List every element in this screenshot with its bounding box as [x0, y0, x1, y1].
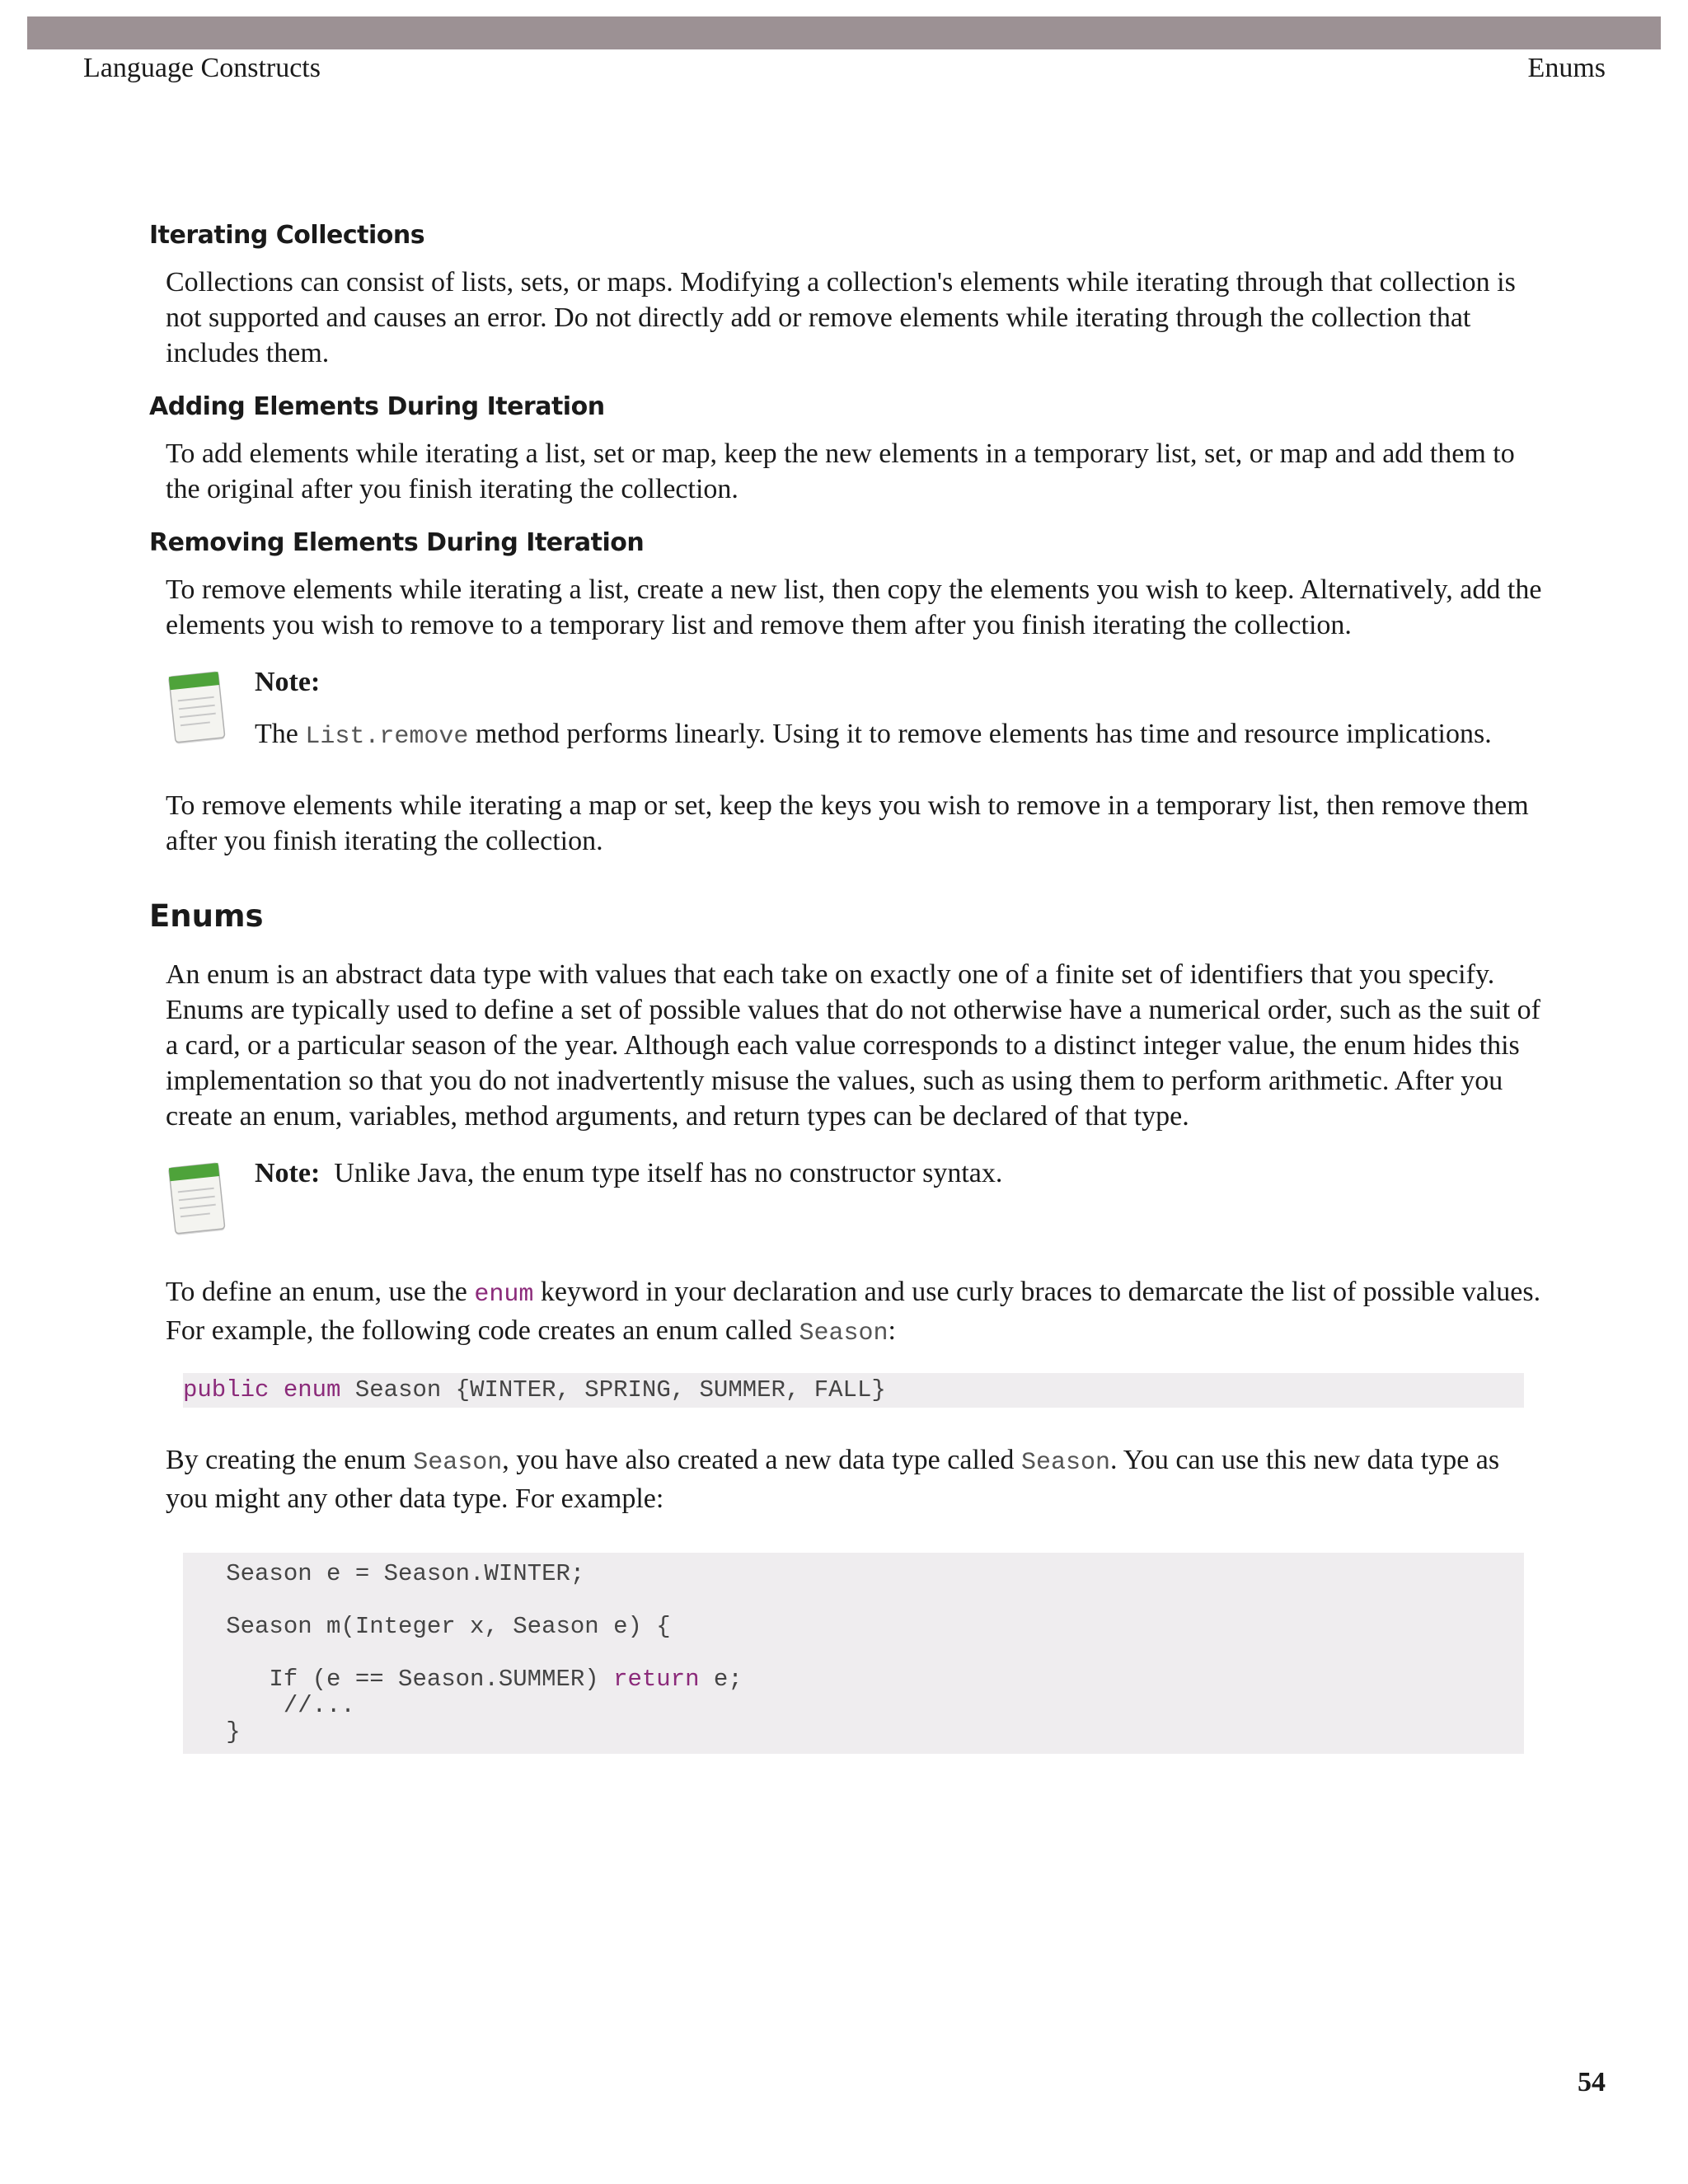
- text-segment: keyword in your declaration and use curly braces to demarcate the list of possible values. For example, the following code creates an enum called: [166, 1277, 1541, 1346]
- inline-code-season: Season: [413, 1449, 503, 1477]
- code-line: Season e = Season.WINTER;: [183, 1560, 585, 1587]
- note-text-post: method performs linearly. Using it to remove elements has time and resource implications.: [468, 719, 1492, 749]
- code-block-enum-declaration: [183, 1373, 1524, 1408]
- paragraph-enums-1: An enum is an abstract data type with values that each take on exactly one of a finite set of identifiers that you specify. Enums are typically used to define a set of possible values that do not otherwise have a numerical order, such as the suit of a card, or a particular season of the year. Although each value corresponds to a distinct integer value, the enum hides this implementation so that you do not inadvertently misuse the values, such as using them to perform arithmetic. After you create an enum, variables, method arguments, and return types can be declared of that type.: [166, 959, 1540, 1132]
- page-number: 54: [1578, 2067, 1606, 2097]
- code-keyword-enum: enum: [283, 1376, 341, 1404]
- code-line: [183, 1587, 1524, 1614]
- code-line: [183, 1640, 1524, 1666]
- paragraph-enums-2: [166, 1274, 1542, 1352]
- code-keyword-public: public: [183, 1376, 270, 1404]
- inline-code-season: Season: [799, 1319, 889, 1347]
- running-header-chapter: Language Constructs: [83, 53, 321, 83]
- note-icon: [167, 1159, 228, 1240]
- text-segment: :: [888, 1315, 896, 1346]
- paragraph-enums-3: [166, 1442, 1542, 1516]
- code-block-season-usage: [183, 1553, 1524, 1754]
- text-segment: , you have also created a new data type called: [502, 1445, 1021, 1475]
- note-code-list-remove: List.remove: [305, 723, 469, 751]
- heading-removing-elements: Removing Elements During Iteration: [149, 528, 645, 557]
- note-text: Unlike Java, the enum type itself has no constructor syntax.: [334, 1158, 1003, 1188]
- text-segment: . You can use this new data type as you might any other data type. For example:: [166, 1445, 1500, 1514]
- code-text: Season {WINTER, SPRING, SUMMER, FALL}: [340, 1376, 886, 1404]
- code-line: Season m(Integer x, Season e) {: [183, 1613, 671, 1640]
- code-text: e;: [699, 1666, 743, 1693]
- code-keyword-return: return: [613, 1666, 700, 1693]
- note-body: [255, 716, 1542, 755]
- inline-code-enum: enum: [474, 1281, 534, 1309]
- inline-code-season: Season: [1020, 1449, 1110, 1477]
- paragraph-iterating: Collections can consist of lists, sets, or maps. Modifying a collection's elements while iterating through that collection is not supported and causes an error. Do not directly add or remove elements while iterating through the collection that includes them.: [166, 267, 1516, 368]
- code-line: }: [183, 1718, 241, 1746]
- text-segment: To define an enum, use the: [166, 1277, 475, 1307]
- heading-enums: Enums: [149, 898, 264, 934]
- note-title: Note:: [255, 1158, 321, 1188]
- header-bar: [27, 16, 1661, 49]
- note-text-pre: The: [255, 719, 306, 749]
- heading-adding-elements: Adding Elements During Iteration: [149, 392, 605, 421]
- text-segment: By creating the enum: [166, 1445, 414, 1475]
- note-title: Note:: [255, 667, 321, 697]
- page-content: [149, 221, 1542, 1788]
- code-line: //...: [183, 1692, 355, 1719]
- note-enum-constructor: [149, 1155, 1542, 1238]
- note-icon: [167, 668, 228, 748]
- code-line: [183, 1666, 1524, 1693]
- heading-iterating-collections: Iterating Collections: [149, 221, 425, 250]
- note-list-remove: [149, 664, 1542, 755]
- paragraph-removing-2: To remove elements while iterating a map or set, keep the keys you wish to remove in a temporary list, then remove them after you finish iterating the collection.: [166, 790, 1529, 856]
- running-header-section: Enums: [1527, 53, 1606, 83]
- code-text: If (e == Season.SUMMER): [183, 1666, 614, 1693]
- paragraph-removing-1: To remove elements while iterating a list, create a new list, then copy the elements you wish to keep. Alternatively, add the elements you wish to remove to a temporary list and remove them after you finish iterating the collection.: [166, 574, 1542, 640]
- note-body: [255, 1155, 1542, 1191]
- paragraph-adding: To add elements while iterating a list, set or map, keep the new elements in a temporary list, set, or map and add them to the original after you finish iterating the collection.: [166, 438, 1515, 504]
